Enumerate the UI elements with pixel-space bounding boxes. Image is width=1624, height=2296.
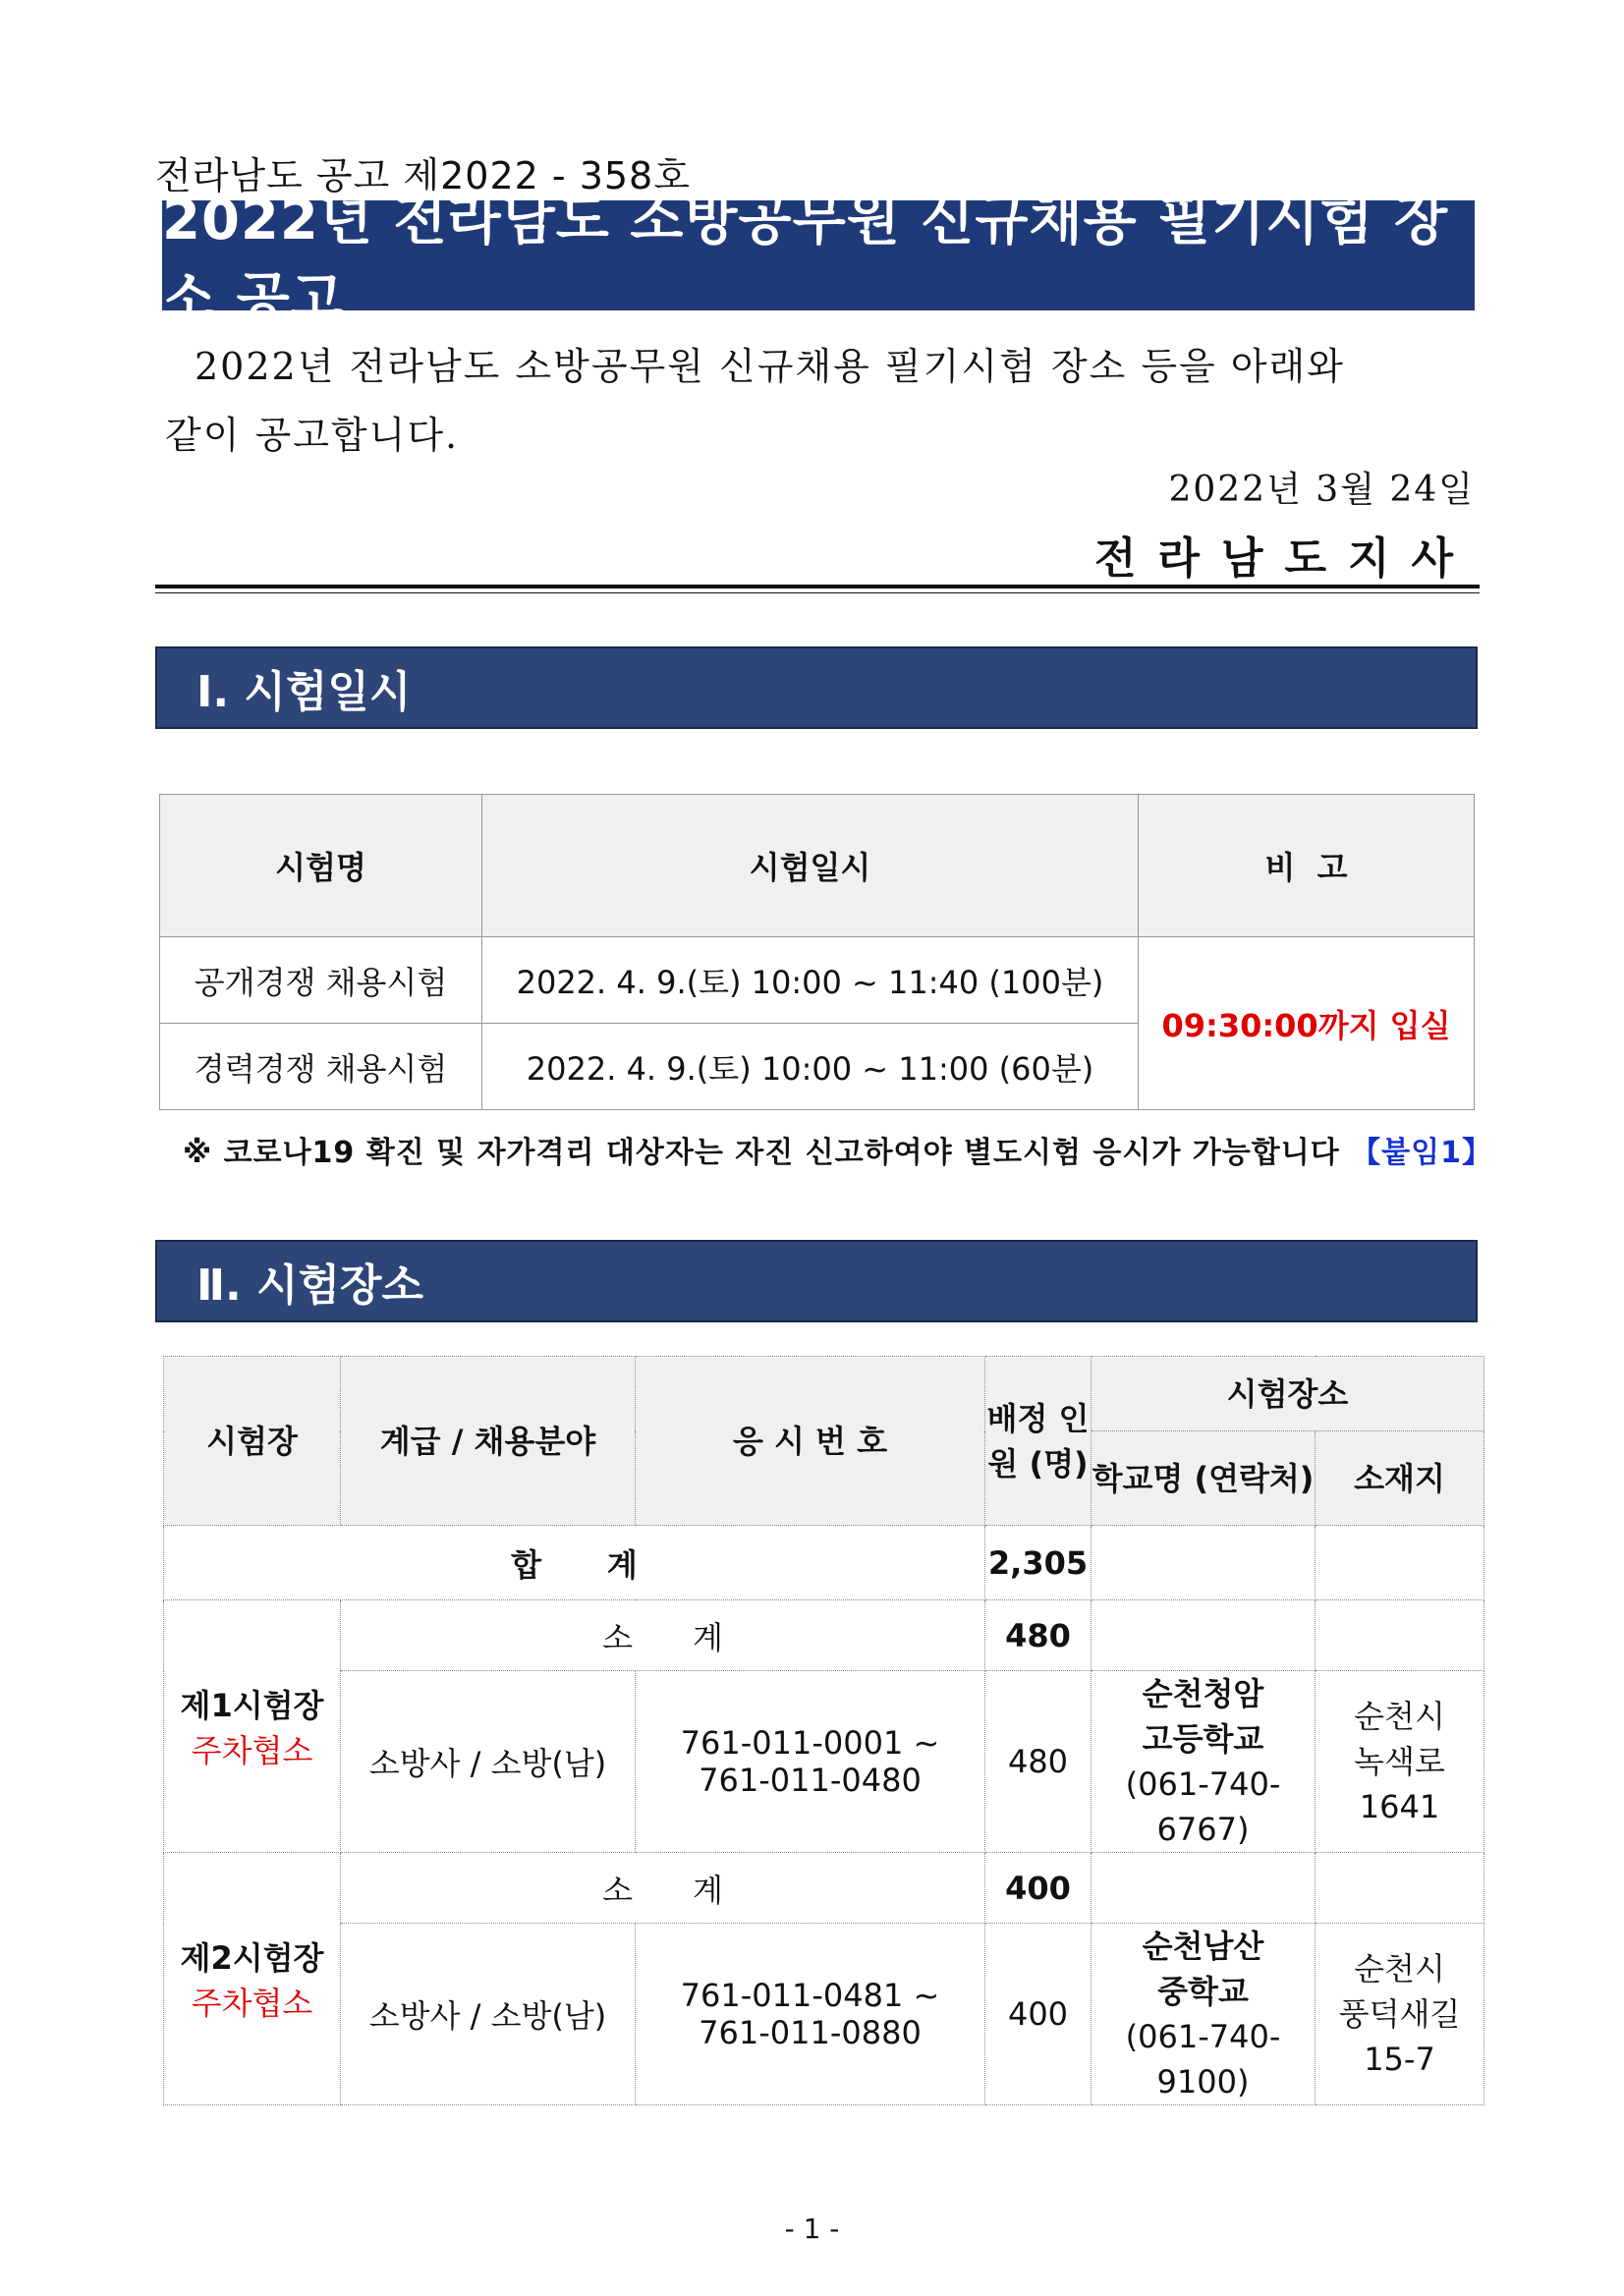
exam-datetime: 2022. 4. 9.(토) 10:00 ~ 11:00 (60분) (482, 1024, 1139, 1110)
intro-paragraph (165, 332, 1482, 470)
venue-header-row (164, 1357, 1484, 1431)
empty-cell (1316, 1853, 1484, 1924)
total-label: 합 계 (164, 1526, 985, 1600)
subtotal-label: 소 계 (341, 1600, 985, 1671)
school-cell (1092, 1924, 1316, 2105)
address-line-1: 순천시 (1354, 1950, 1445, 1988)
empty-cell (1316, 1526, 1484, 1600)
schedule-header-row (160, 795, 1475, 937)
subtotal-label: 소 계 (341, 1853, 985, 1924)
table-row (164, 1671, 1484, 1853)
school-name-1: 순천청암 (1142, 1675, 1264, 1712)
address-cell (1316, 1671, 1484, 1853)
notice-number: 전라남도 공고 제2022 - 358호 (155, 154, 691, 197)
header-count: 배정 인원 (명) (985, 1357, 1092, 1526)
empty-cell (1092, 1853, 1316, 1924)
empty-cell (1092, 1600, 1316, 1671)
intro-line-1: 2022년 전라남도 소방공무원 신규채용 필기시험 장소 등을 아래와 (195, 345, 1345, 388)
site-cell (164, 1853, 341, 2105)
header-address: 소재지 (1316, 1431, 1484, 1526)
exam-number-range (636, 1924, 985, 2105)
exam-number-from: 761-011-0481 ~ (680, 1977, 940, 2014)
exam-number-range (636, 1671, 985, 1853)
site-cell (164, 1600, 341, 1853)
school-cell (1092, 1671, 1316, 1853)
divider-thick (155, 585, 1480, 588)
notice-date: 2022년 3월 24일 (1168, 470, 1475, 510)
header-site: 시험장 (164, 1357, 341, 1526)
table-row (160, 937, 1475, 1024)
school-phone: (061-740-6767) (1125, 1765, 1281, 1848)
covid-note-text: ※ 코로나19 확진 및 자가격리 대상자는 자진 신고하여야 별도시험 응시가 가능합니다 (183, 1136, 1340, 1170)
remark-entry-time: 09:30:00까지 입실 (1139, 937, 1475, 1110)
assigned-count: 400 (985, 1924, 1092, 2105)
parking-note: 주차협소 (191, 1985, 313, 2022)
school-name-1: 순천남산 (1142, 1928, 1264, 1965)
address-cell (1316, 1924, 1484, 2105)
grade-field: 소방사 / 소방(남) (341, 1671, 636, 1853)
grade-field: 소방사 / 소방(남) (341, 1924, 636, 2105)
address-line-1: 순천시 (1354, 1698, 1445, 1735)
exam-name: 공개경쟁 채용시험 (160, 937, 482, 1024)
schedule-table (159, 794, 1475, 1110)
header-school: 학교명 (연락처) (1092, 1431, 1316, 1526)
school-phone: (061-740-9100) (1125, 2018, 1281, 2100)
divider-thin (155, 592, 1480, 593)
page-number: - 1 - (784, 2212, 840, 2245)
subtotal-row (164, 1600, 1484, 1671)
exam-number-to: 761-011-0480 (699, 1762, 922, 1799)
covid-note (183, 1128, 1492, 1171)
header-grade: 계급 / 채용분야 (341, 1357, 636, 1526)
address-line-3: 1641 (1359, 1788, 1440, 1825)
attachment-reference: 【붙임1】 (1351, 1136, 1492, 1170)
exam-name: 경력경쟁 채용시험 (160, 1024, 482, 1110)
address-line-2: 녹색로 (1354, 1743, 1445, 1780)
exam-number-to: 761-011-0880 (699, 2014, 922, 2051)
address-line-2: 풍덕새길 (1338, 1995, 1461, 2033)
table-row (164, 1924, 1484, 2105)
school-name-2: 고등학교 (1142, 1720, 1264, 1758)
total-row (164, 1526, 1484, 1600)
page-title: 2022년 전라남도 소방공무원 신규채용 필기시험 장소 공고 (162, 200, 1475, 310)
issuer: 전라남도지사 (1093, 533, 1475, 584)
parking-note: 주차협소 (191, 1732, 313, 1769)
empty-cell (1316, 1600, 1484, 1671)
header-remark: 비 고 (1139, 795, 1475, 937)
exam-datetime: 2022. 4. 9.(토) 10:00 ~ 11:40 (100분) (482, 937, 1139, 1024)
intro-line-2: 같이 공고합니다. (165, 414, 460, 457)
header-exam-number: 응 시 번 호 (636, 1357, 985, 1526)
assigned-count: 480 (985, 1671, 1092, 1853)
header-exam-name: 시험명 (160, 795, 482, 937)
exam-number-from: 761-011-0001 ~ (680, 1724, 940, 1762)
site-name: 제1시험장 (180, 1687, 324, 1724)
header-venue: 시험장소 (1092, 1357, 1484, 1431)
empty-cell (1092, 1526, 1316, 1600)
school-name-2: 중학교 (1157, 1973, 1249, 2010)
subtotal-count: 480 (985, 1600, 1092, 1671)
subtotal-count: 400 (985, 1853, 1092, 1924)
subtotal-row (164, 1853, 1484, 1924)
address-line-3: 15-7 (1364, 2041, 1435, 2078)
site-name: 제2시험장 (180, 1939, 324, 1977)
venue-table (163, 1356, 1484, 2105)
header-exam-datetime: 시험일시 (482, 795, 1139, 937)
section-1-header: Ⅰ. 시험일시 (155, 646, 1478, 729)
section-2-header: Ⅱ. 시험장소 (155, 1240, 1478, 1322)
total-count: 2,305 (985, 1526, 1092, 1600)
